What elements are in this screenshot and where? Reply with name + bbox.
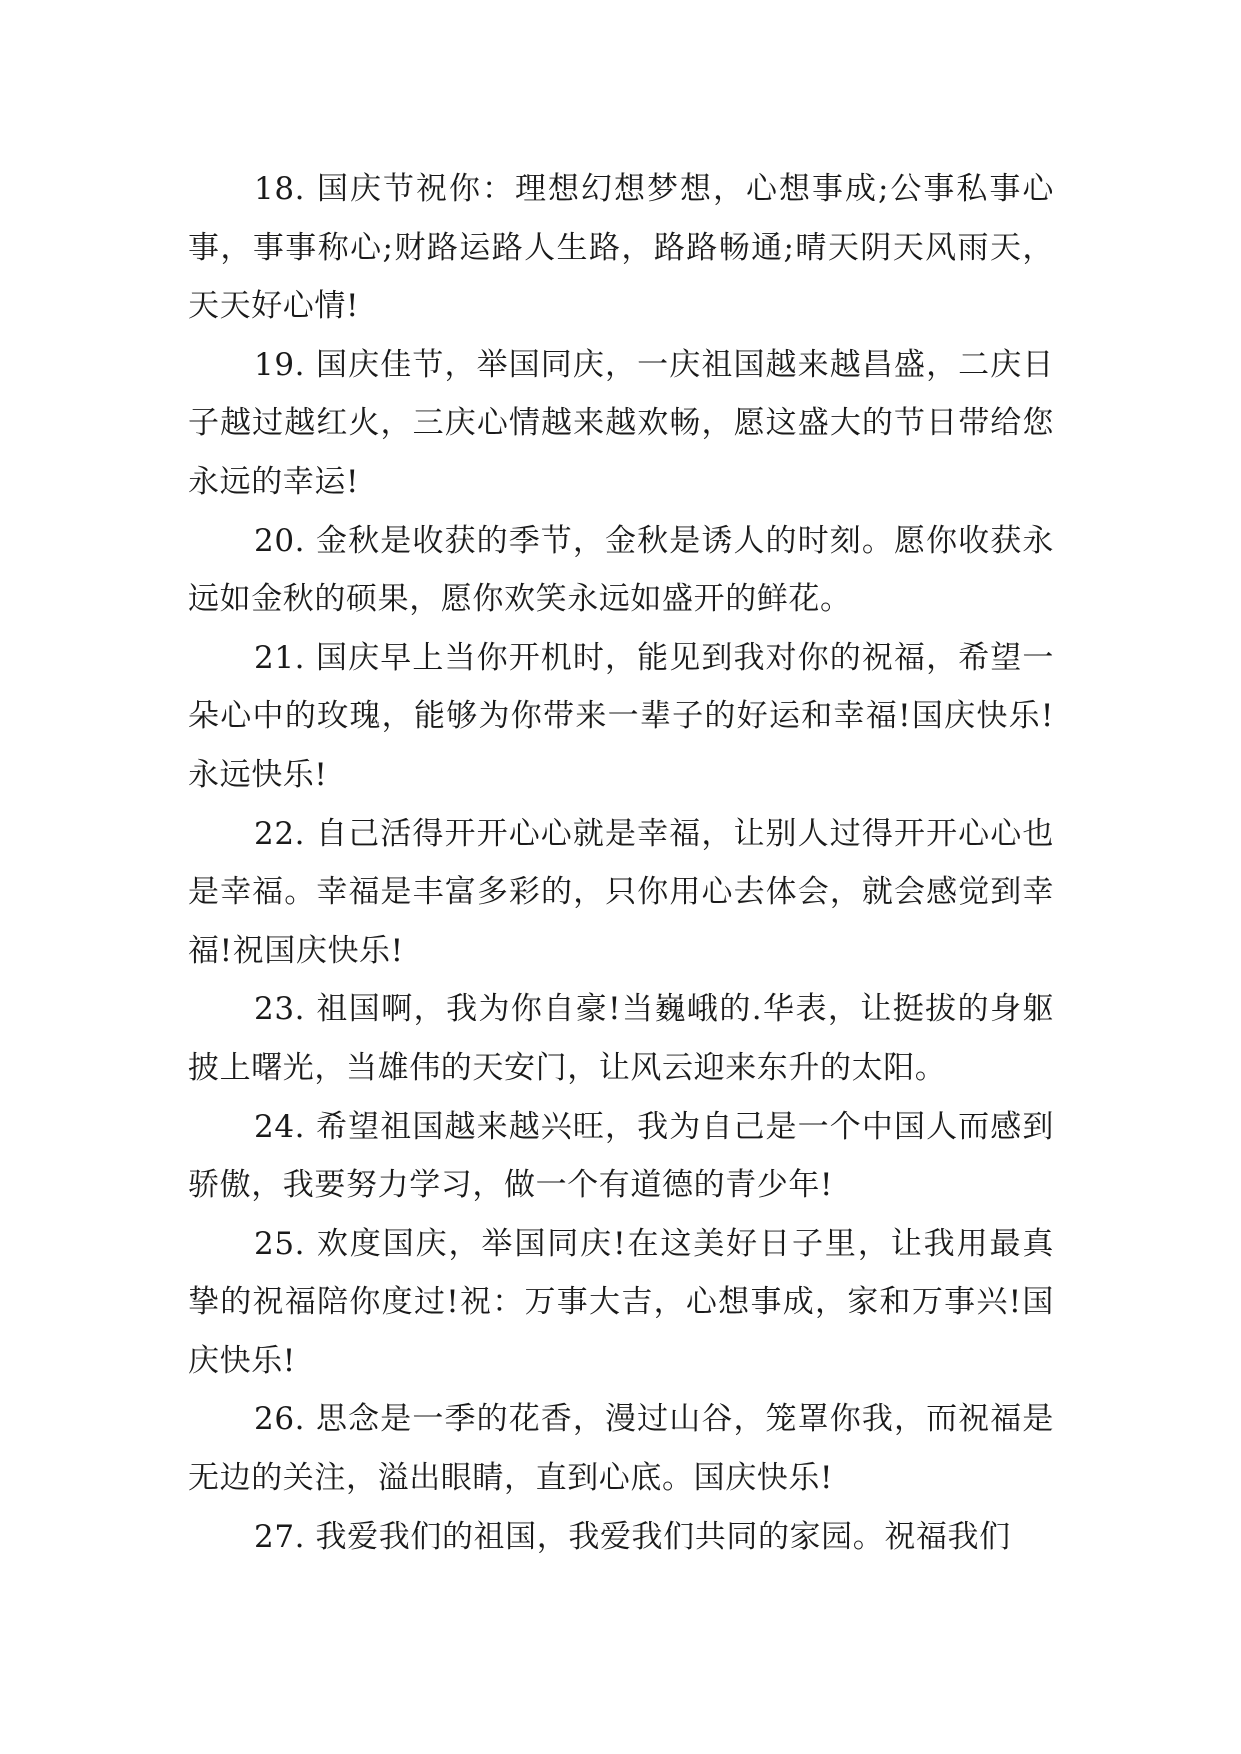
paragraph-19: 19. 国庆佳节，举国同庆，一庆祖国越来越昌盛，二庆日子越过越红火，三庆心情越来越欢畅，愿这盛大的节日带给您永远的幸运!: [188, 346, 1054, 500]
paragraph-24: 24. 希望祖国越来越兴旺，我为自己是一个中国人而感到骄傲，我要努力学习，做一个有道德的青少年!: [188, 1108, 1054, 1204]
paragraph-21: 21. 国庆早上当你开机时，能见到我对你的祝福，希望一朵心中的玫瑰，能够为你带来一辈子的好运和幸福!国庆快乐!永远快乐!: [188, 639, 1054, 793]
paragraph-20: 20. 金秋是收获的季节，金秋是诱人的时刻。愿你收获永远如金秋的硕果，愿你欢笑永远如盛开的鲜花。: [188, 522, 1054, 618]
document-body: [188, 160, 1054, 1566]
paragraph-18: 18. 国庆节祝你：理想幻想梦想，心想事成;公事私事心事，事事称心;财路运路人生路，路路畅通;晴天阴天风雨天，天天好心情!: [188, 171, 1054, 325]
paragraph-27: 27. 我爱我们的祖国，我爱我们共同的家园。祝福我们: [254, 1518, 1011, 1555]
paragraph-25: 25. 欢度国庆，举国同庆!在这美好日子里，让我用最真挚的祝福陪你度过!祝：万事大吉，心想事成，家和万事兴!国庆快乐!: [188, 1225, 1054, 1379]
paragraph-26: 26. 思念是一季的花香，漫过山谷，笼罩你我，而祝福是无边的关注，溢出眼睛，直到心底。国庆快乐!: [188, 1401, 1054, 1497]
paragraph-23: 23. 祖国啊，我为你自豪!当巍峨的.华表，让挺拔的身躯披上曙光，当雄伟的天安门，让风云迎来东升的太阳。: [188, 991, 1054, 1086]
paragraph-22: 22. 自己活得开开心心就是幸福，让别人过得开开心心也是幸福。幸福是丰富多彩的，只你用心去体会，就会感觉到幸福!祝国庆快乐!: [188, 815, 1054, 969]
